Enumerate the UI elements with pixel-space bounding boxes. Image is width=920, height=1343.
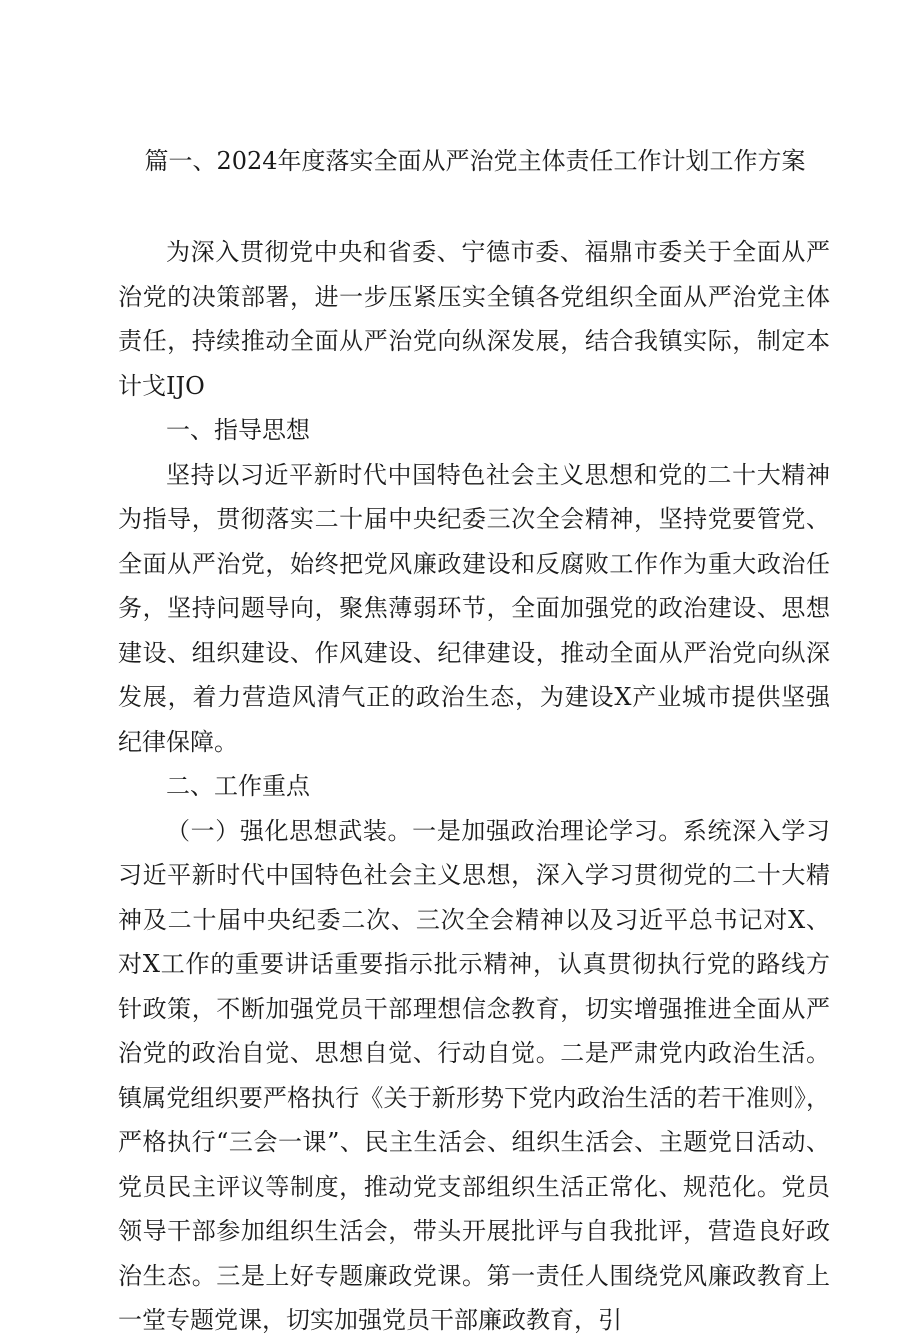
paragraph-intro: 为深入贯彻党中央和省委、宁德市委、福鼎市委关于全面从严治党的决策部署，进一步压紧压实全镇各党组织全面从严治党主体责任，持续推动全面从严治党向纵深发展，结合我镇实际，制定本计戈IJO bbox=[118, 238, 830, 400]
section-heading-guiding-ideology: 一、指导思想 bbox=[166, 416, 310, 444]
document-body bbox=[118, 230, 830, 1343]
document-title: 篇一、2024年度落实全面从严治党主体责任工作计划工作方案 bbox=[144, 147, 806, 175]
section-heading-work-focus: 二、工作重点 bbox=[166, 772, 310, 800]
paragraph-guiding-ideology: 坚持以习近平新时代中国特色社会主义思想和党的二十大精神为指导，贯彻落实二十届中央纪委三次全会精神，坚持党要管党、全面从严治党，始终把党风廉政建设和反腐败工作作为重大政治任务，坚持问题导向，聚焦薄弱环节，全面加强党的政治建设、思想建设、组织建设、作风建设、纪律建设，推动全面从严治党向纵深发展，着力营造风清气正的政治生态，为建设X产业城市提供坚强纪律保障。 bbox=[118, 460, 830, 756]
paragraph-work-focus-1: （一）强化思想武装。一是加强政治理论学习。系统深入学习习近平新时代中国特色社会主义思想，深入学习贯彻党的二十大精神及二十届中央纪委二次、三次全会精神以及习近平总书记对X、对X工作的重要讲话重要指示批示精神，认真贯彻执行党的路线方针政策，不断加强党员干部理想信念教育，切实增强推进全面从严治党的政治自觉、思想自觉、行动自觉。二是严肃党内政治生活。镇属党组织要严格执行《关于新形势下党内政治生活的若干准则》，严格执行“三会一课”、民主生活会、组织生活会、主题党日活动、党员民主评议等制度，推动党支部组织生活正常化、规范化。党员领导干部参加组织生活会，带头开展批评与自我批评，营造良好政治生态。三是上好专题廉政党课。第一责任人围绕党风廉政教育上一堂专题党课，切实加强党员干部廉政教育，引 bbox=[118, 816, 830, 1334]
